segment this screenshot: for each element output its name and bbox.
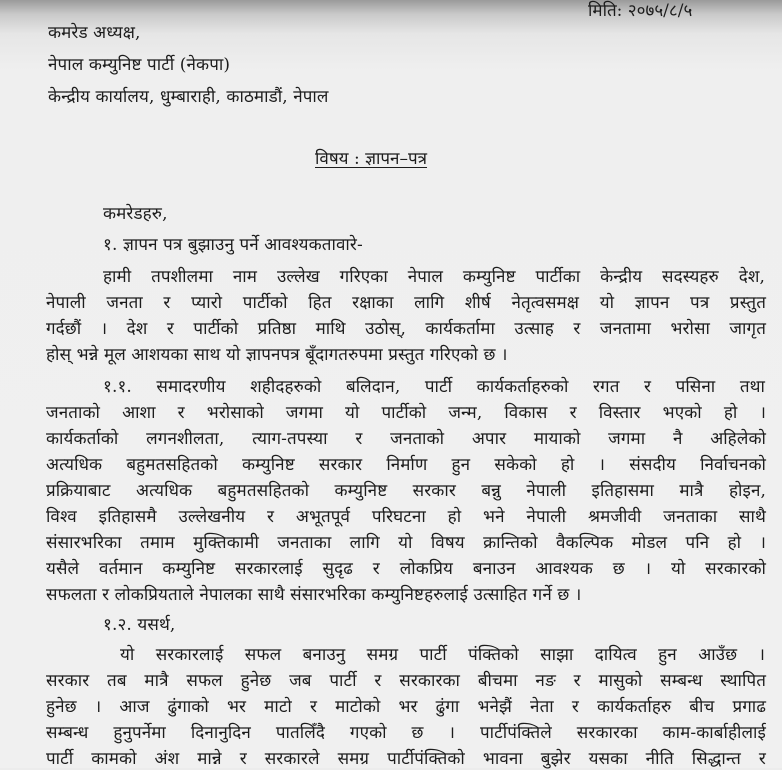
paragraph-line: यसैले वर्तमान कम्युनिष्ट सरकारलाई सुदृढ र लोकप्रिय बनाउन आवश्यक छ । यो सरकारको bbox=[46, 559, 766, 579]
paragraph-line: हुनेछ । आज ढुंगाको भर माटो र माटोको भर ढुंगा भनेझैं नेता र कार्यकर्ताहरु बीच प्रगाढ bbox=[46, 697, 766, 717]
addressee-line: नेपाल कम्युनिष्ट पार्टी (नेकपा) bbox=[48, 55, 231, 75]
paragraph-line: १.१. समादरणीय शहीदहरुको बलिदान, पार्टी कार्यकर्ताहरुको रगत र पसिना तथा bbox=[103, 377, 765, 397]
paragraph-line: अत्यधिक बहुमतसहितको कम्युनिष्ट सरकार निर्माण हुन सकेको हो । संसदीय निर्वाचनको bbox=[46, 455, 766, 475]
document-date: मिति: २०७५/८/५ bbox=[588, 1, 693, 21]
paragraph-line: पार्टी कामको अंश मान्ने र सरकारले समग्र पार्टीपंक्तिको भावना बुझेर यसका नीति सिद्धान्त र bbox=[46, 749, 766, 769]
paragraph-line: नेपाली जनता र प्यारो पार्टीको हित रक्षाका लागि शीर्ष नेतृत्वसमक्ष यो ज्ञापन पत्र प्रस्तुत bbox=[46, 293, 766, 313]
paragraph-line: कार्यकर्ताको लगनशीलता, त्याग-तपस्या र जनताको अपार मायाको जगमा नै अहिलेको bbox=[46, 429, 766, 449]
paragraph-line: सरकार तब मात्रै सफल हुनेछ जब पार्टी र सरकारका बीचमा नङ र मासुको सम्बन्ध स्थापित bbox=[46, 671, 766, 691]
paragraph-line: विश्व इतिहासमै उल्लेखनीय र अभूतपूर्व परिघटना हो भने नेपाली श्रमजीवी जनताका साथै bbox=[46, 507, 766, 527]
paragraph-line: सफलता र लोकप्रियताले नेपालका साथै संसारभरिका कम्युनिष्टहरुलाई उत्साहित गर्ने छ । bbox=[46, 585, 582, 605]
paragraph-line: सम्बन्ध हुनुपर्नेमा दिनानुदिन पातलिँदै गएको छ । पार्टीपंक्तिले सरकारका काम-कार्बाहीलाई bbox=[46, 723, 766, 743]
paragraph-line: गर्दछौं । देश र पार्टीको प्रतिष्ठा माथि उठोस्, कार्यकर्तामा उत्साह र जनतामा भरोसा जागृत bbox=[46, 319, 766, 339]
addressee-line: कमरेड अध्यक्ष, bbox=[48, 23, 141, 43]
paragraph-line: संसारभरिका तमाम मुक्तिकामी जनताका लागि यो विषय क्रान्तिको वैकल्पिक मोडल पनि हो । bbox=[46, 533, 766, 553]
addressee-line: केन्द्रीय कार्यालय, धुम्बाराही, काठमाडौं, नेपाल bbox=[48, 87, 329, 107]
section-heading: १.२. यसर्थ, bbox=[103, 615, 176, 635]
section-heading: १. ज्ञापन पत्र बुझाउनु पर्ने आवश्यकतावारे- bbox=[103, 235, 363, 255]
paragraph-line: जनताको आशा र भरोसाको जगमा यो पार्टीको जन्म, विकास र विस्तार भएको हो । bbox=[46, 403, 766, 423]
paragraph-line: हामी तपशीलमा नाम उल्लेख गरिएका नेपाल कम्युनिष्ट पार्टीका केन्द्रीय सदस्यहरु देश, bbox=[103, 267, 765, 287]
paragraph-line: होस् भन्ने मूल आशयका साथ यो ज्ञापनपत्र बूँदागतरुपमा प्रस्तुत गरिएको छ । bbox=[46, 345, 508, 365]
paragraph-line: यो सरकारलाई सफल बनाउनु समग्र पार्टी पंक्तिको साझा दायित्व हुन आउँछ । bbox=[120, 645, 765, 665]
paragraph-line: प्रक्रियाबाट अत्यधिक बहुमतसहितको कम्युनिष्ट सरकार बन्नु नेपाली इतिहासमा मात्रै होइन, bbox=[46, 481, 766, 501]
greeting: कमरेडहरु, bbox=[103, 204, 168, 224]
subject-heading: विषय : ज्ञापन–पत्र bbox=[315, 149, 428, 169]
